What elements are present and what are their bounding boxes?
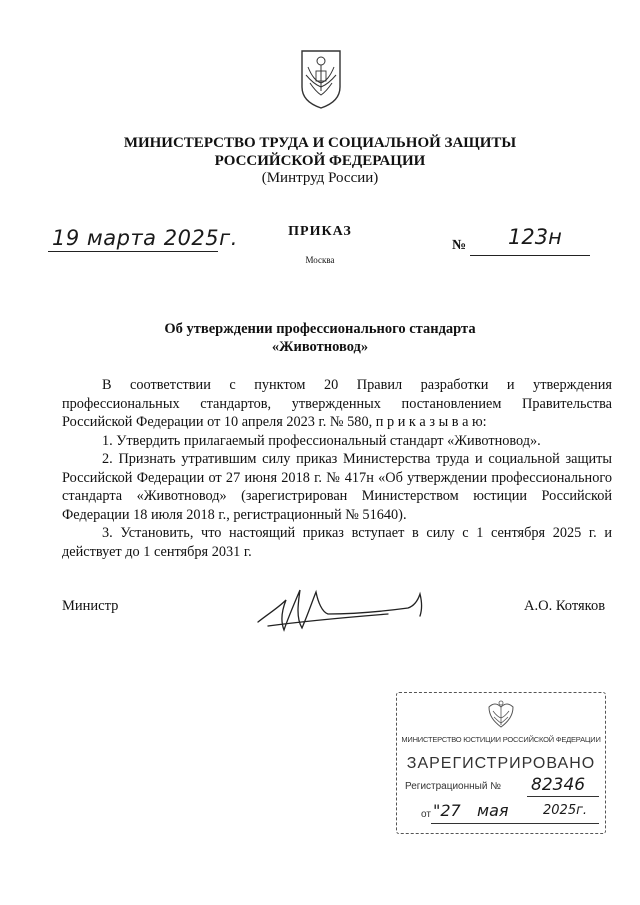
body-paragraph: 2. Признать утратившим силу приказ Министерства труда и социальной защиты Российской Федерации от 27 июня 2018 г. № 417н «Об утверждении профессионального стандарта «Животновод» (зарегистрирован Министерством юстиции Российской Федерации 18 июля 2018 г., регистрационный № 51640). [62, 451, 612, 523]
stamp-registration-number: 82346 [531, 775, 586, 795]
coat-of-arms-icon [296, 47, 346, 109]
stamp-registration-label: Регистрационный № [405, 781, 501, 792]
stamp-date-prefix: от [421, 809, 431, 820]
signer-name: А.О. Котяков [524, 598, 606, 614]
date-underline [48, 251, 218, 252]
signer-position: Министр [62, 598, 119, 614]
ministry-name-line2: РОССИЙСКОЙ ФЕДЕРАЦИИ [214, 153, 426, 169]
body-paragraph: В соответствии с пунктом 20 Правил разработки и утверждения профессиональных стандартов, утвержденных постановлением Правительства Российской Федерации от 10 апреля 2023 г. № 580, п р и к а з ы в а ю: [62, 377, 612, 430]
stamp-date-month: мая [477, 801, 509, 820]
document-title-line2: «Животновод» [271, 339, 369, 355]
order-date-handwritten: 19 марта 2025г. [52, 226, 238, 250]
number-underline [470, 255, 590, 256]
coat-of-arms-icon [483, 699, 519, 731]
body-paragraph: 3. Установить, что настоящий приказ вступает в силу с 1 сентября 2025 г. и действует до 1 сентября 2031 г. [62, 525, 612, 560]
body-paragraph: 1. Утвердить прилагаемый профессиональный стандарт «Животновод». [102, 432, 541, 449]
order-number-handwritten: 123н [508, 225, 562, 249]
order-number-sign: № [452, 238, 467, 253]
order-place: Москва [305, 255, 335, 265]
stamp-status: ЗАРЕГИСТРИРОВАНО [406, 755, 596, 772]
stamp-ministry-name: МИНИСТЕРСТВО ЮСТИЦИИ РОССИЙСКОЙ ФЕДЕРАЦИИ [401, 735, 601, 744]
document-title-line1: Об утверждении профессионального стандарта [164, 321, 476, 337]
order-body [62, 376, 612, 561]
ministry-short-name: (Минтруд России) [261, 170, 379, 186]
stamp-date-underline [431, 823, 599, 824]
registration-stamp [396, 692, 606, 834]
handwritten-signature [238, 578, 438, 642]
order-title: ПРИКАЗ [288, 224, 352, 239]
stamp-date-day: "27 [433, 801, 461, 820]
stamp-date-year: 2025г. [543, 803, 588, 818]
stamp-registration-underline [527, 796, 599, 797]
ministry-name-line1: МИНИСТЕРСТВО ТРУДА И СОЦИАЛЬНОЙ ЗАЩИТЫ [123, 135, 517, 151]
